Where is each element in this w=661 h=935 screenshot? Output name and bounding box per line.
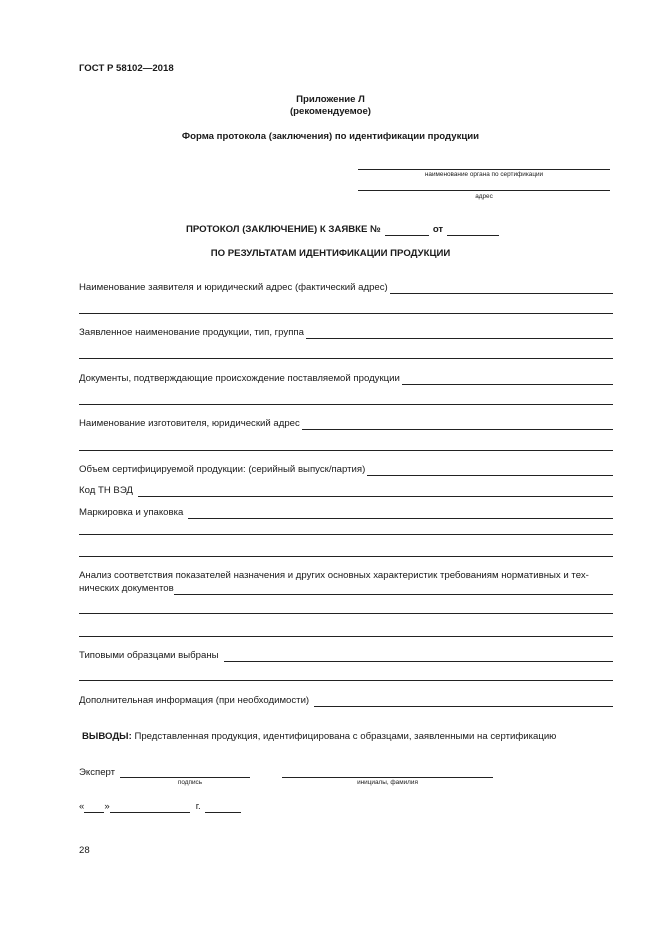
samples-line-2 (79, 680, 613, 681)
marking-line-3 (79, 556, 613, 557)
signature-caption: подпись (177, 779, 203, 786)
volume-label: Объем сертифицируемой продукции: (серийный выпуск/партия) (79, 464, 366, 475)
application-number-blank (385, 225, 429, 236)
applicant-label: Наименование заявителя и юридический адрес (фактический адрес) (79, 282, 388, 293)
form-title: Форма протокола (заключения) по идентификации продукции (181, 131, 480, 142)
day-blank (84, 802, 104, 813)
protocol-heading-from: от (432, 224, 444, 235)
documents-blank (402, 375, 613, 385)
marking-label: Маркировка и упаковка (79, 507, 184, 518)
appendix-subtitle: (рекомендуемое) (289, 106, 371, 117)
protocol-heading-prefix: ПРОТОКОЛ (ЗАКЛЮЧЕНИЕ) К ЗАЯВКЕ № (186, 224, 381, 235)
analysis-line-3 (79, 636, 613, 637)
year-blank (205, 802, 241, 813)
tn-ved-label: Код ТН ВЭД (79, 485, 133, 496)
manufacturer-row (79, 418, 613, 430)
analysis-label-line-1: Анализ соответствия показателей назначения и других основных характеристик требованиям нормативных и тех- (79, 570, 589, 581)
signature-line (120, 777, 250, 778)
date-open-quote: « (79, 801, 85, 812)
conclusions-label: ВЫВОДЫ: (82, 731, 132, 742)
documents-label: Документы, подтверждающие происхождение поставляемой продукции (79, 373, 400, 384)
conclusions-text: Представленная продукция, идентифицирована с образцами, заявленными на сертификацию (134, 731, 557, 742)
declared-name-blank (306, 329, 613, 339)
org-name-line (358, 169, 610, 170)
date-close-quote: » (104, 801, 110, 812)
protocol-heading (186, 224, 499, 236)
declared-name-row (79, 327, 613, 339)
page-number: 28 (79, 845, 90, 856)
volume-blank (367, 466, 613, 476)
marking-row (79, 507, 613, 519)
declared-name-line-2 (79, 358, 613, 359)
date-row (79, 801, 241, 813)
documents-line-2 (79, 404, 613, 405)
tn-ved-blank (138, 487, 613, 497)
conclusions (82, 731, 556, 743)
analysis-row (79, 583, 613, 595)
manufacturer-label: Наименование изготовителя, юридический адрес (79, 418, 300, 429)
address-line (358, 190, 610, 191)
manufacturer-blank (302, 420, 613, 430)
samples-label: Типовыми образцами выбраны (79, 650, 219, 661)
initials-line (282, 777, 493, 778)
applicant-line-2 (79, 313, 613, 314)
year-suffix: г. (195, 801, 201, 812)
additional-blank (314, 697, 613, 707)
additional-label: Дополнительная информация (при необходимости) (79, 695, 310, 706)
analysis-line-2 (79, 613, 613, 614)
standard-header: ГОСТ Р 58102—2018 (79, 63, 174, 74)
manufacturer-line-2 (79, 450, 613, 451)
address-caption: адрес (475, 193, 493, 200)
org-name-caption: наименование органа по сертификации (424, 171, 544, 178)
marking-blank (188, 509, 613, 519)
analysis-label-line-2: нических документов (79, 583, 174, 594)
analysis-blank (174, 585, 613, 595)
tn-ved-row (79, 485, 613, 497)
initials-caption: инициалы, фамилия (357, 779, 418, 786)
applicant-blank (390, 284, 613, 294)
documents-row (79, 373, 613, 385)
application-date-blank (447, 225, 499, 236)
protocol-heading-2: ПО РЕЗУЛЬТАТАМ ИДЕНТИФИКАЦИИ ПРОДУКЦИИ (210, 248, 451, 259)
expert-label: Эксперт (79, 767, 116, 778)
additional-row (79, 695, 613, 707)
month-blank (110, 802, 190, 813)
appendix-title: Приложение Л (296, 94, 365, 105)
samples-blank (224, 652, 613, 662)
declared-name-label: Заявленное наименование продукции, тип, группа (79, 327, 304, 338)
applicant-row (79, 282, 613, 294)
volume-row (79, 464, 613, 476)
marking-line-2 (79, 534, 613, 535)
samples-row (79, 650, 613, 662)
